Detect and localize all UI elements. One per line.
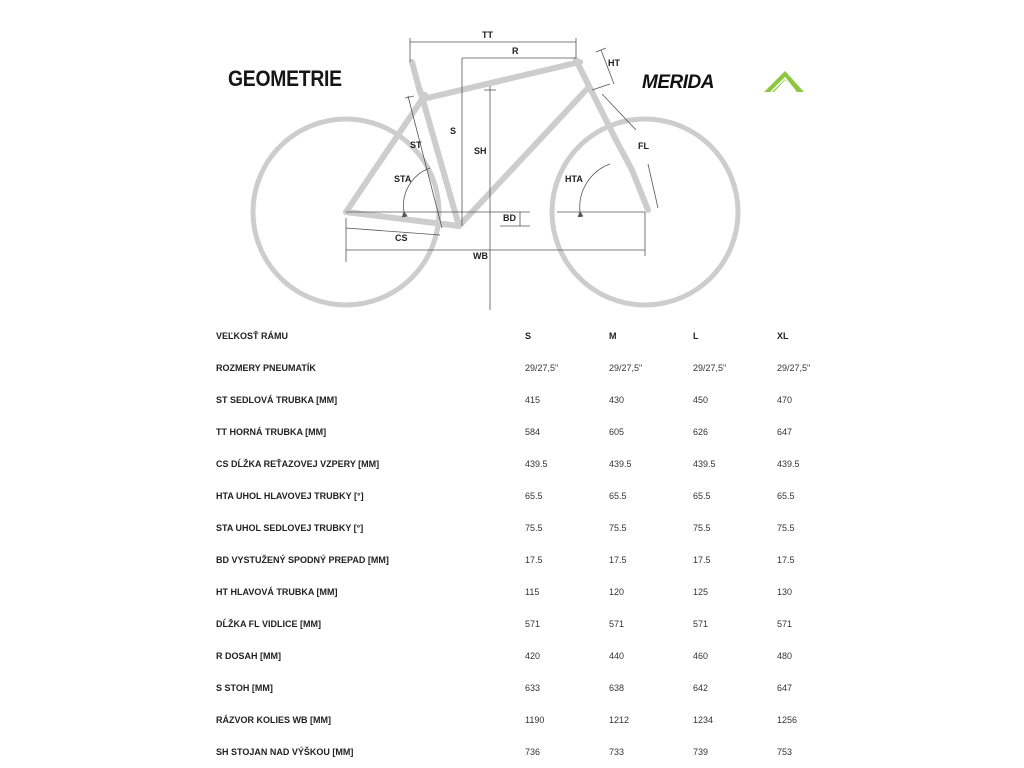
row-value: 571 [693,619,709,629]
label-ht: HT [608,58,620,68]
header-size-s: S [525,331,532,341]
brand-name: MERIDA [642,72,714,93]
label-bd: BD [503,213,516,223]
header-size-l: L [693,331,699,341]
row-value: 1212 [609,715,630,725]
row-value: 75.5 [609,523,627,533]
row-value: 571 [525,619,541,629]
row-value: 460 [693,651,709,661]
table-row [212,736,857,768]
row-value: 75.5 [693,523,711,533]
table-row [212,704,857,736]
table-row [212,544,857,576]
row-label: ROZMERY PNEUMATÍK [216,363,316,373]
bike-frame [346,60,648,226]
hta-angle-arc [580,164,610,212]
row-value: 638 [609,683,625,693]
table-row [212,384,857,416]
row-value: 430 [609,395,625,405]
row-label: HTA UHOL HLAVOVEJ TRUBKY [°] [216,491,364,501]
row-value: 571 [777,619,793,629]
row-value: 439.5 [609,459,632,469]
row-value: 29/27,5" [609,363,643,373]
row-value: 65.5 [693,491,711,501]
row-value: 65.5 [525,491,543,501]
row-value: 733 [609,747,625,757]
row-value: 1256 [777,715,798,725]
table-row [212,640,857,672]
row-value: 439.5 [693,459,716,469]
row-value: 647 [777,427,793,437]
table-row [212,352,857,384]
row-label: S STOH [MM] [216,683,273,693]
table-row [212,448,857,480]
row-value: 415 [525,395,541,405]
label-hta: HTA [565,174,583,184]
row-value: 633 [525,683,541,693]
row-value: 420 [525,651,541,661]
row-value: 571 [609,619,625,629]
row-value: 65.5 [777,491,795,501]
row-value: 1190 [525,715,545,725]
merida-logo [640,66,810,100]
row-label: STA UHOL SEDLOVEJ TRUBKY [°] [216,523,364,533]
row-value: 29/27,5" [777,363,811,373]
row-value: 470 [777,395,793,405]
table-header-row [212,320,857,352]
label-wb: WB [473,251,488,261]
row-value: 120 [609,587,625,597]
label-fl: FL [638,141,649,151]
row-value: 753 [777,747,793,757]
row-value: 739 [693,747,709,757]
row-value: 17.5 [777,555,795,565]
table-row [212,416,857,448]
table-row [212,576,857,608]
row-value: 642 [693,683,709,693]
row-label: HT HLAVOVÁ TRUBKA [MM] [216,587,338,597]
row-label: RÁZVOR KOLIES WB [MM] [216,715,331,725]
table-row [212,608,857,640]
geometry-table [212,320,857,768]
label-sh: SH [474,146,487,156]
row-label: TT HORNÁ TRUBKA [MM] [216,427,327,437]
row-label: CS DĹŽKA REŤAZOVEJ VZPERY [MM] [216,459,380,469]
row-label: R DOSAH [MM] [216,651,281,661]
row-value: 440 [609,651,625,661]
row-value: 75.5 [777,523,795,533]
table-row [212,512,857,544]
row-value: 480 [777,651,793,661]
row-value: 450 [693,395,709,405]
table-row [212,480,857,512]
label-tt: TT [482,30,493,40]
row-value: 17.5 [693,555,711,565]
label-s: S [450,126,457,136]
row-value: 29/27,5" [525,363,559,373]
header-frame-size: VEĽKOSŤ RÁMU [216,331,288,341]
row-value: 439.5 [525,459,548,469]
row-value: 647 [777,683,793,693]
row-value: 439.5 [777,459,800,469]
row-value: 130 [777,587,793,597]
row-label: ST SEDLOVÁ TRUBKA [MM] [216,395,338,405]
row-value: 115 [525,587,540,597]
table-row [212,672,857,704]
row-value: 65.5 [609,491,627,501]
row-value: 17.5 [525,555,543,565]
page-title: GEOMETRIE [228,66,342,91]
row-value: 17.5 [609,555,627,565]
header-size-xl: XL [777,331,789,341]
row-value: 605 [609,427,625,437]
row-value: 125 [693,587,709,597]
row-value: 626 [693,427,709,437]
row-value: 75.5 [525,523,543,533]
row-value: 736 [525,747,541,757]
row-label: SH STOJAN NAD VÝŠKOU [MM] [216,747,354,757]
label-cs: CS [395,233,408,243]
label-r: R [512,46,519,56]
label-st: ST [410,140,422,150]
row-value: 29/27,5" [693,363,727,373]
row-label: BD VYSTUŽENÝ SPODNÝ PREPAD [MM] [216,555,389,565]
brand-chevron-icon [764,71,804,92]
row-value: 1234 [693,715,714,725]
row-value: 584 [525,427,541,437]
geometry-diagram [0,0,1024,320]
label-sta: STA [394,174,412,184]
row-label: DĹŽKA FL VIDLICE [MM] [216,619,321,629]
header-size-m: M [609,331,617,341]
